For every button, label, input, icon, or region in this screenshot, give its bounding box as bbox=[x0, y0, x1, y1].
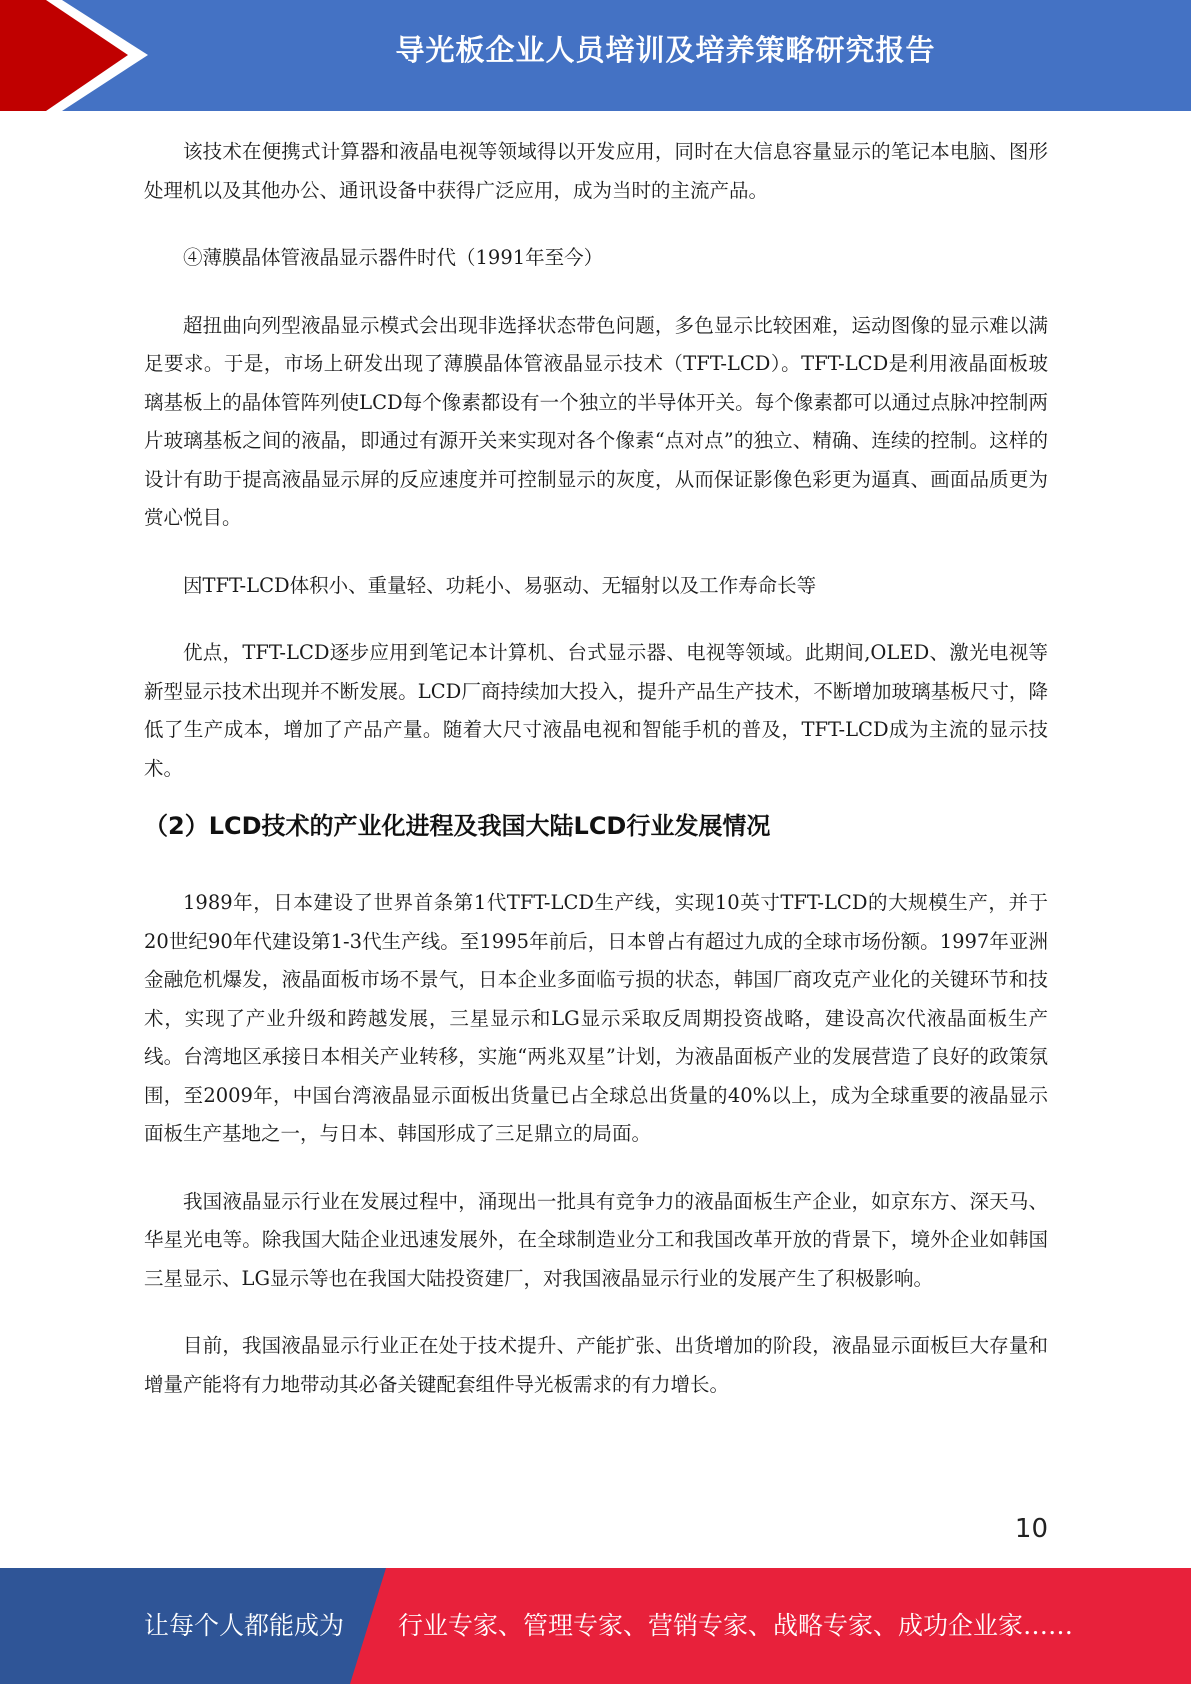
page-footer bbox=[0, 1568, 1191, 1684]
paragraph-tft-lcd-intro: 超扭曲向列型液晶显示模式会出现非选择状态带色问题，多色显示比较困难，运动图像的显示难以满足要求。于是，市场上研发出现了薄膜晶体管液晶显示技术（TFT-LCD）。TFT-LCD是利用液晶面板玻璃基板上的晶体管阵列使LCD每个像素都设有一个独立的半导体开关。每个像素都可以通过点脉冲控制两片玻璃基板之间的液晶，即通过有源开关来实现对各个像素“点对点”的独立、精确、连续的控制。这样的设计有助于提高液晶显示屏的反应速度并可控制显示的灰度，从而保证影像色彩更为逼真、画面品质更为赏心悦目。 bbox=[144, 313, 1048, 529]
paragraph-industry-history: 1989年，日本建设了世界首条第1代TFT-LCD生产线，实现10英寸TFT-LCD的大规模生产，并于20世纪90年代建设第1-3代生产线。至1995年前后，日本曾占有超过九成的全球市场份额。1997年亚洲金融危机爆发，液晶面板市场不景气，日本企业多面临亏损的状态，韩国厂商攻克产业化的关键环节和技术，实现了产业升级和跨越发展，三星显示和LG显示采取反周期投资战略，建设高次代液晶面板生产线。台湾地区承接日本相关产业转移，实施“两兆双星”计划，为液晶面板产业的发展营造了良好的政策氛围，至2009年，中国台湾液晶显示面板出货量已占全球总出货量的40%以上，成为全球重要的液晶显示面板生产基地之一，与日本、韩国形成了三足鼎立的局面。 bbox=[144, 891, 1048, 1145]
footer-slogan-right: 行业专家、管理专家、营销专家、战略专家、成功企业家…… bbox=[398, 1611, 1074, 1640]
page-number: 10 bbox=[1014, 1514, 1048, 1544]
paragraph-domestic-industry: 我国液晶显示行业在发展过程中，涌现出一批具有竞争力的液晶面板生产企业，如京东方、深天马、华星光电等。除我国大陆企业迅速发展外，在全球制造业分工和我国改革开放的背景下，境外企业如韩国三星显示、LG显示等也在我国大陆投资建厂，对我国液晶显示行业的发展产生了积极影响。 bbox=[144, 1189, 1048, 1290]
report-title: 导光板企业人员培训及培养策略研究报告 bbox=[395, 33, 936, 67]
paragraph-tft-adoption: 优点，TFT-LCD逐步应用到笔记本计算机、台式显示器、电视等领域。此期间,OLED、激光电视等新型显示技术出现并不断发展。LCD厂商持续加大投入，提升产品生产技术，不断增加玻璃基板尺寸，降低了生产成本，增加了产品产量。随着大尺寸液晶电视和智能手机的普及，TFT-LCD成为主流的显示技术。 bbox=[144, 641, 1048, 780]
paragraph-current-status: 目前，我国液晶显示行业正在处于技术提升、产能扩张、出货增加的阶段，液晶显示面板巨大存量和增量产能将有力地带动其必备关键配套组件导光板需求的有力增长。 bbox=[144, 1334, 1048, 1396]
page-body bbox=[144, 133, 1048, 1404]
section-heading: （2）LCD技术的产业化进程及我国大陆LCD行业发展情况 bbox=[144, 812, 771, 840]
paragraph-tech-application: 该技术在便携式计算器和液晶电视等领域得以开发应用，同时在大信息容量显示的笔记本电脑、图形处理机以及其他办公、通讯设备中获得广泛应用，成为当时的主流产品。 bbox=[144, 140, 1048, 202]
paragraph-tft-era-title: ④薄膜晶体管液晶显示器件时代（1991年至今） bbox=[183, 246, 604, 269]
footer-slogan-left: 让每个人都能成为 bbox=[144, 1611, 345, 1640]
page-header bbox=[0, 0, 1191, 111]
paragraph-tft-advantages: 因TFT-LCD体积小、重量轻、功耗小、易驱动、无辐射以及工作寿命长等 bbox=[183, 573, 817, 597]
